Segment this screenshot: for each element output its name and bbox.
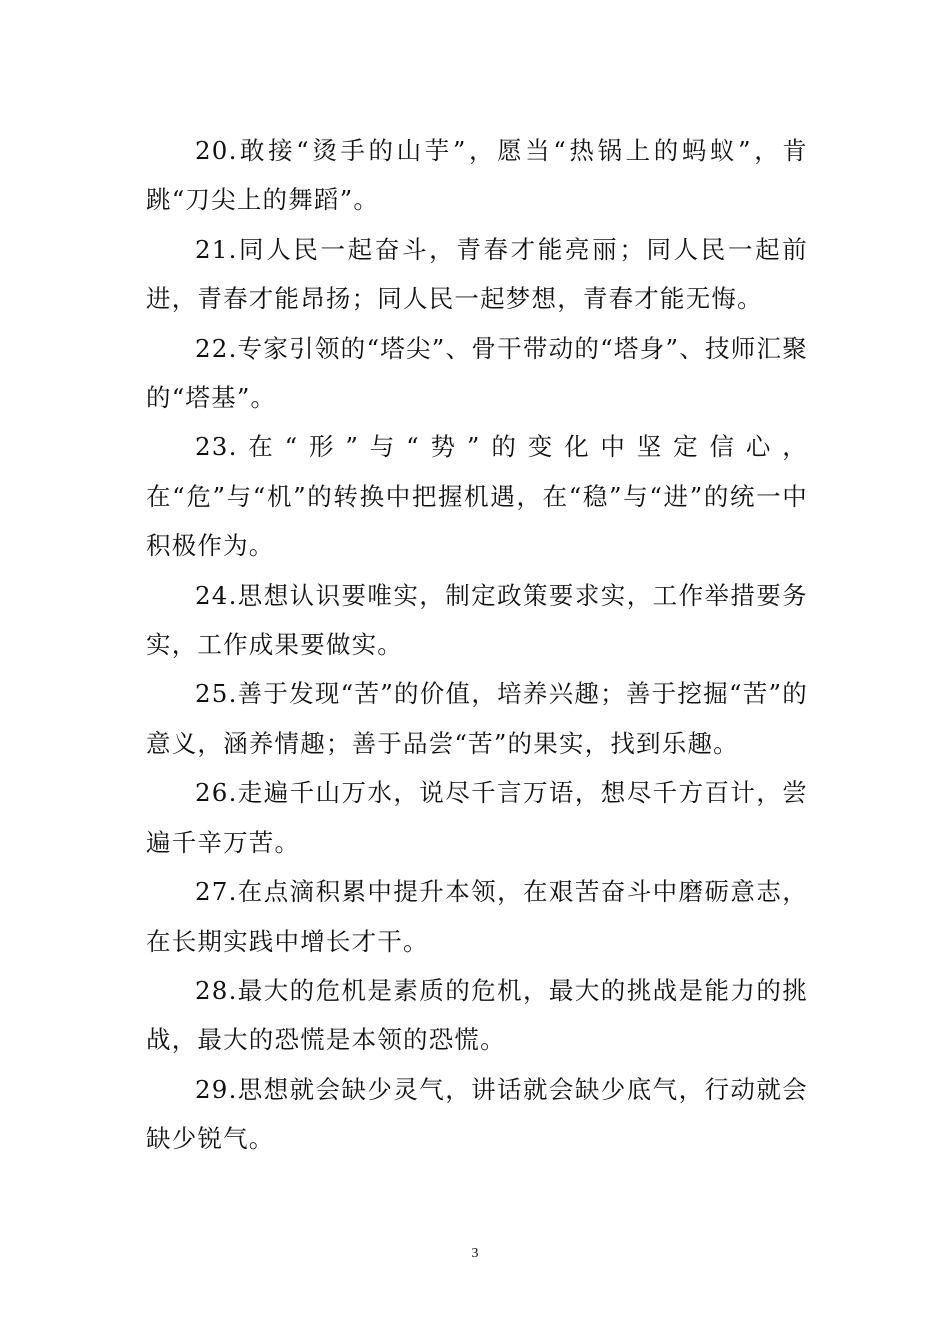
paragraph-23: 23.在“形”与“势”的变化中坚定信心，在“危”与“机”的转换中把握机遇，在“稳”与“进”的统一中积极作为。 [146,432,808,561]
paragraph-26: 26.走遍千山万水，说尽千言万语，想尽千方百计，尝遍千辛万苦。 [146,778,808,857]
document-body [146,126,808,1164]
page-number: 3 [471,1246,479,1261]
paragraph-28: 28.最大的危机是素质的危机，最大的挑战是能力的挑战，最大的恐慌是本领的恐慌。 [146,975,808,1055]
paragraph-22: 22.专家引领的“塔尖”、骨干带动的“塔身”、技师汇聚的“塔基”。 [146,333,808,413]
paragraph-25: 25.善于发现“苦”的价值，培养兴趣；善于挖掘“苦”的意义，涵养情趣；善于品尝“苦”的果实，找到乐趣。 [146,679,808,758]
paragraph-27: 27.在点滴积累中提升本领，在艰苦奋斗中磨砺意志，在长期实践中增长才干。 [146,877,808,956]
paragraph-29: 29.思想就会缺少灵气，讲话就会缺少底气，行动就会缺少锐气。 [146,1074,808,1154]
paragraph-20: 20.敢接“烫手的山芋”，愿当“热锅上的蚂蚁”，肯跳“刀尖上的舞蹈”。 [146,136,808,215]
paragraph-24: 24.思想认识要唯实，制定政策要求实，工作举措要务实，工作成果要做实。 [146,580,808,660]
paragraph-21: 21.同人民一起奋斗，青春才能亮丽；同人民一起前进，青春才能昂扬；同人民一起梦想，青春才能无悔。 [146,234,808,314]
